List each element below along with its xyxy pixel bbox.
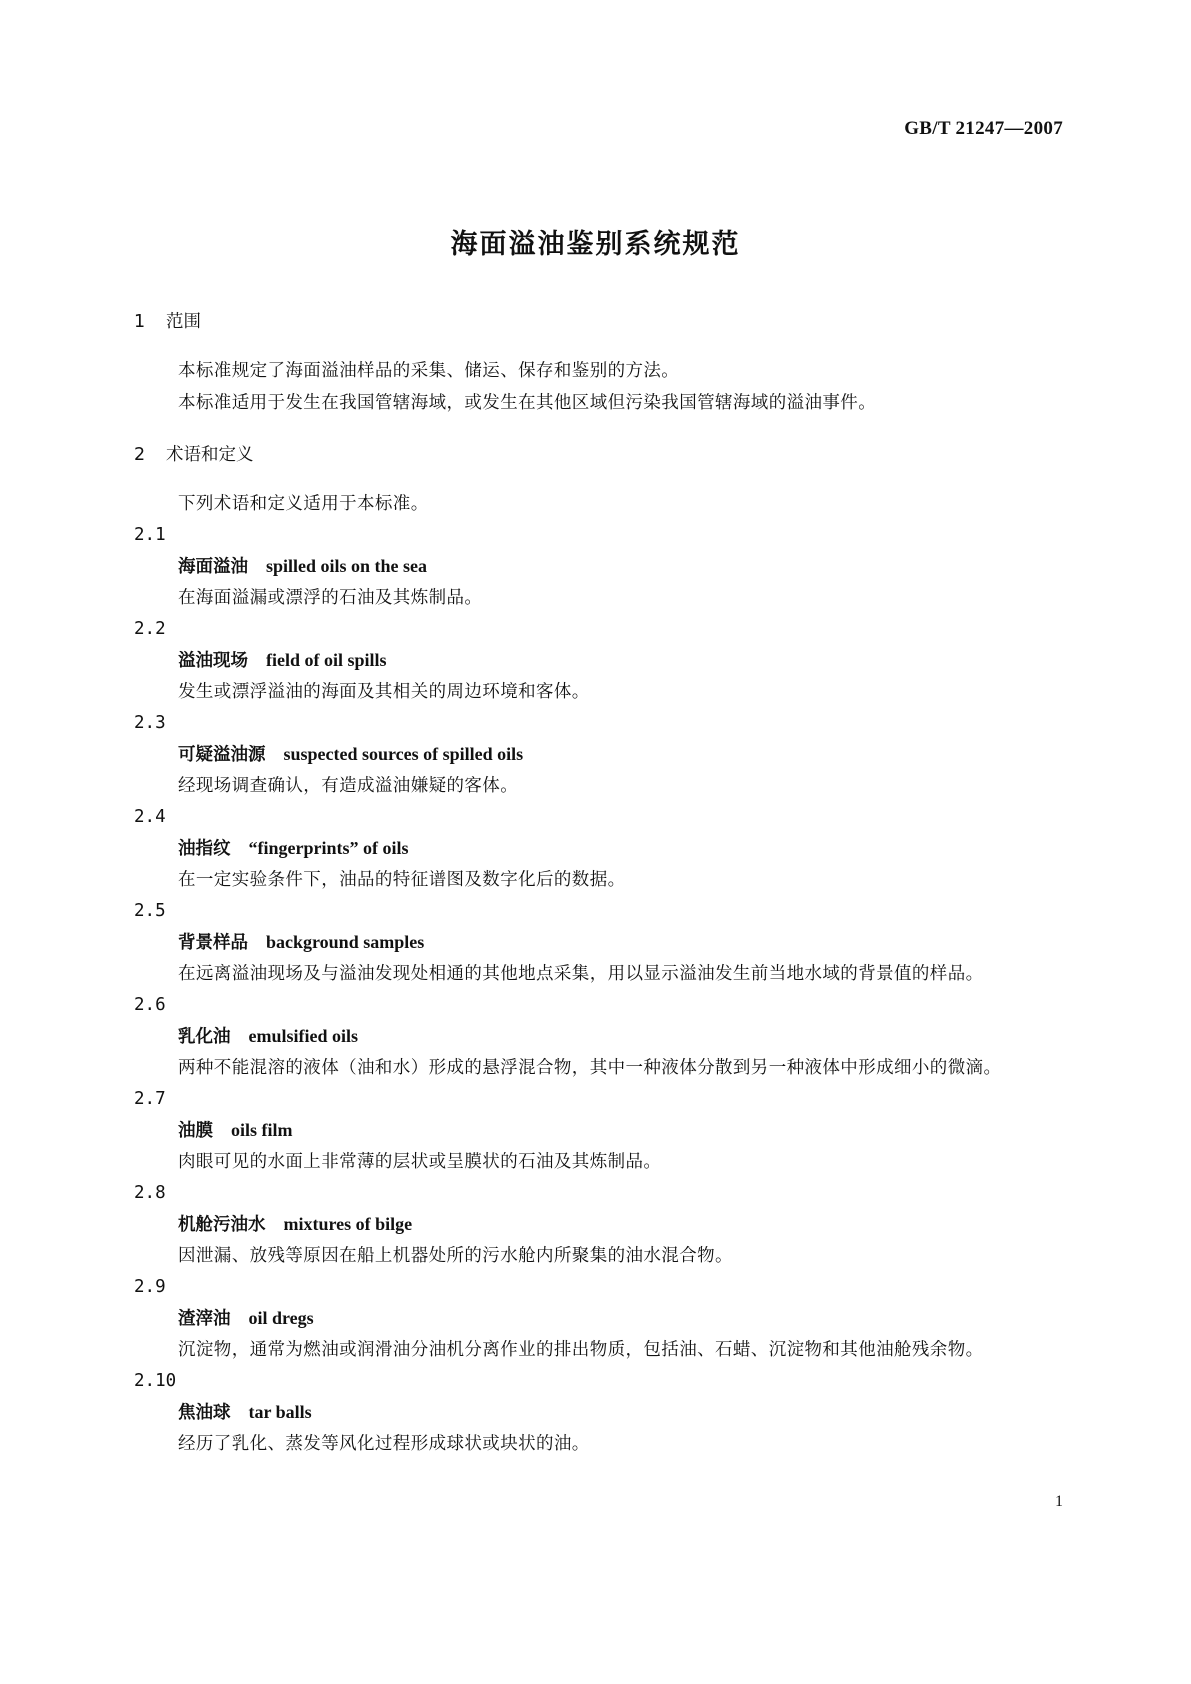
term-definition: 两种不能混溶的液体（油和水）形成的悬浮混合物，其中一种液体分散到另一种液体中形成细小的微滴。: [178, 1058, 1002, 1078]
term-chinese: 油指纹: [178, 839, 231, 859]
term-definition: 经历了乳化、蒸发等风化过程形成球状或块状的油。: [178, 1434, 590, 1454]
term-english: field of oil spills: [266, 650, 387, 670]
section-number: 2: [134, 445, 146, 465]
term-chinese: 机舱污油水: [178, 1215, 266, 1235]
term-entry: [134, 1272, 1064, 1366]
section-title: 术语和定义: [166, 445, 254, 465]
term-definition: 在一定实验条件下，油品的特征谱图及数字化后的数据。: [178, 870, 626, 890]
term-english: mixtures of bilge: [283, 1214, 413, 1234]
term-english: oils film: [231, 1120, 293, 1140]
term-entry: [134, 708, 1064, 802]
term-english: “fingerprints” of oils: [248, 838, 409, 858]
document-title: 海面溢油鉴别系统规范: [450, 229, 741, 260]
term-entry: [134, 520, 1064, 614]
section-heading: [134, 306, 1064, 338]
term-definition: 肉眼可见的水面上非常薄的层状或呈膜状的石油及其炼制品。: [178, 1152, 662, 1172]
term-definition: 经现场调查确认，有造成溢油嫌疑的客体。: [178, 776, 519, 796]
section-intro: 下列术语和定义适用于本标准。: [178, 494, 429, 514]
term-number: 2.4: [134, 807, 166, 827]
term-number: 2.2: [134, 619, 166, 639]
term-heading: [134, 1209, 1064, 1241]
term-heading: [134, 1303, 1064, 1335]
term-heading: [134, 927, 1064, 959]
term-heading: [134, 551, 1064, 583]
term-number: 2.10: [134, 1371, 177, 1391]
term-number: 2.1: [134, 525, 166, 545]
term-chinese: 乳化油: [178, 1027, 231, 1047]
term-number: 2.6: [134, 995, 166, 1015]
term-number: 2.7: [134, 1089, 166, 1109]
term-definition: 因泄漏、放残等原因在船上机器处所的污水舱内所聚集的油水混合物。: [178, 1246, 733, 1266]
term-entry: [134, 990, 1064, 1084]
term-heading: [134, 739, 1064, 771]
term-heading: [134, 1115, 1064, 1147]
section-title: 范围: [166, 312, 201, 332]
section-terms: [134, 439, 1064, 1460]
term-chinese: 背景样品: [178, 933, 248, 953]
term-heading: [134, 1021, 1064, 1053]
term-definition: 沉淀物，通常为燃油或润滑油分油机分离作业的排出物质，包括油、石蜡、沉淀物和其他油舱残余物。: [178, 1340, 984, 1360]
term-entry: [134, 802, 1064, 896]
term-chinese: 渣滓油: [178, 1309, 231, 1329]
section-number: 1: [134, 312, 146, 332]
term-english: emulsified oils: [248, 1026, 359, 1046]
term-definition: 在远离溢油现场及与溢油发现处相通的其他地点采集，用以显示溢油发生前当地水域的背景值的样品。: [178, 964, 984, 984]
term-heading: [134, 1397, 1064, 1429]
term-definition: 在海面溢漏或漂浮的石油及其炼制品。: [178, 588, 483, 608]
term-number: 2.3: [134, 713, 166, 733]
term-english: spilled oils on the sea: [266, 556, 428, 576]
term-english: suspected sources of spilled oils: [283, 744, 524, 764]
term-english: oil dregs: [248, 1308, 314, 1328]
term-chinese: 可疑溢油源: [178, 745, 266, 765]
term-entry: [134, 1178, 1064, 1272]
term-english: tar balls: [248, 1402, 312, 1422]
paragraph: 本标准适用于发生在我国管辖海域，或发生在其他区域但污染我国管辖海域的溢油事件。: [178, 393, 877, 413]
term-chinese: 溢油现场: [178, 651, 248, 671]
paragraph: 本标准规定了海面溢油样品的采集、储运、保存和鉴别的方法。: [178, 361, 680, 381]
term-number: 2.8: [134, 1183, 166, 1203]
term-chinese: 焦油球: [178, 1403, 231, 1423]
term-heading: [134, 833, 1064, 865]
term-heading: [134, 645, 1064, 677]
term-number: 2.5: [134, 901, 166, 921]
term-chinese: 海面溢油: [178, 557, 248, 577]
term-entry: [134, 614, 1064, 708]
term-entry: [134, 1084, 1064, 1178]
term-definition: 发生或漂浮溢油的海面及其相关的周边环境和客体。: [178, 682, 590, 702]
section-scope: [134, 306, 1064, 419]
standard-code: GB/T 21247—2007: [904, 118, 1063, 139]
term-english: background samples: [266, 932, 425, 952]
section-heading: [134, 439, 1064, 471]
term-chinese: 油膜: [178, 1121, 213, 1141]
term-number: 2.9: [134, 1277, 166, 1297]
term-entry: [134, 1366, 1064, 1460]
page-number: 1: [1055, 1493, 1063, 1510]
document-body: [134, 306, 1064, 1460]
term-entry: [134, 896, 1064, 990]
